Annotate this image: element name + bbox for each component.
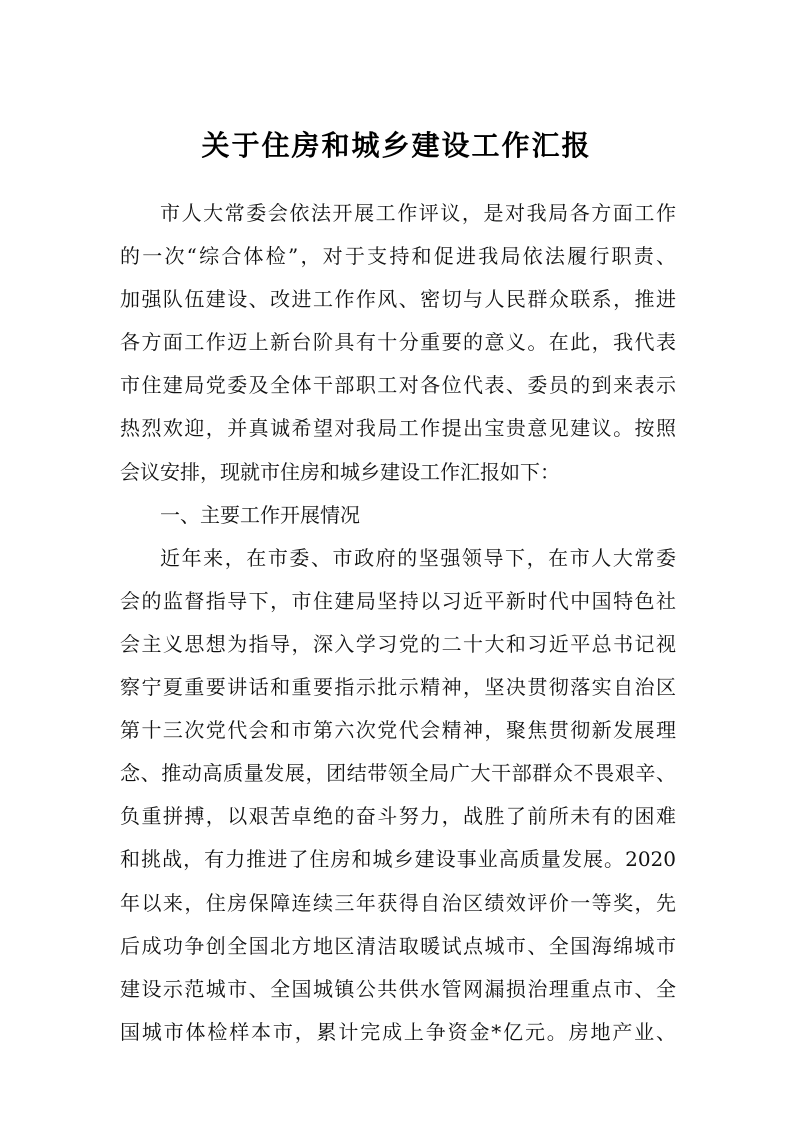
paragraph-line: 察宁夏重要讲话和重要指示批示精神，坚决贯彻落实自治区 [120, 675, 676, 700]
paragraph-line: 市人大常委会依法开展工作评议，是对我局各方面工作 [160, 201, 676, 225]
paragraph-line: 会的监督指导下，市住建局坚持以习近平新时代中国特色社 [120, 588, 676, 613]
paragraph-line: 后成功争创全国北方地区清洁取暖试点城市、全国海绵城市 [120, 933, 676, 958]
paragraph-line: 和挑战，有力推进了住房和城乡建设事业高质量发展。2020 [120, 847, 676, 872]
paragraph-line: 建设示范城市、全国城镇公共供水管网漏损治理重点市、全 [120, 976, 676, 1001]
paragraph-line: 加强队伍建设、改进工作作风、密切与人民群众联系，推进 [120, 287, 676, 312]
paragraph-line: 会议安排，现就市住房和城乡建设工作汇报如下： [120, 459, 560, 484]
paragraph-line: 国城市体检样本市，累计完成上争资金*亿元。房地产业、 [120, 1019, 676, 1044]
paragraph-line: 念、推动高质量发展，团结带领全局广大干部群众不畏艰辛、 [120, 761, 676, 786]
paragraph-line: 第十三次党代会和市第六次党代会精神，聚焦贯彻新发展理 [120, 718, 676, 743]
paragraph-line: 近年来，在市委、市政府的坚强领导下，在市人大常委 [160, 545, 676, 570]
paragraph-line: 各方面工作迈上新台阶具有十分重要的意义。在此，我代表 [120, 330, 676, 355]
paragraph-line: 负重拼搏，以艰苦卓绝的奋斗努力，战胜了前所未有的困难 [120, 804, 676, 829]
paragraph-line: 的一次“综合体检”，对于支持和促进我局依法履行职责、 [120, 244, 676, 269]
document-title: 关于住房和城乡建设工作汇报 [201, 129, 592, 162]
paragraph-line: 会主义思想为指导，深入学习党的二十大和习近平总书记视 [120, 631, 676, 656]
document-body [120, 192, 676, 1054]
paragraph-line: 市住建局党委及全体干部职工对各位代表、委员的到来表示 [120, 373, 676, 398]
paragraph-line: 年以来，住房保障连续三年获得自治区绩效评价一等奖，先 [120, 890, 676, 915]
section-heading: 一、主要工作开展情况 [160, 502, 360, 527]
paragraph-line: 热烈欢迎，并真诚希望对我局工作提出宝贵意见建议。按照 [120, 416, 676, 441]
